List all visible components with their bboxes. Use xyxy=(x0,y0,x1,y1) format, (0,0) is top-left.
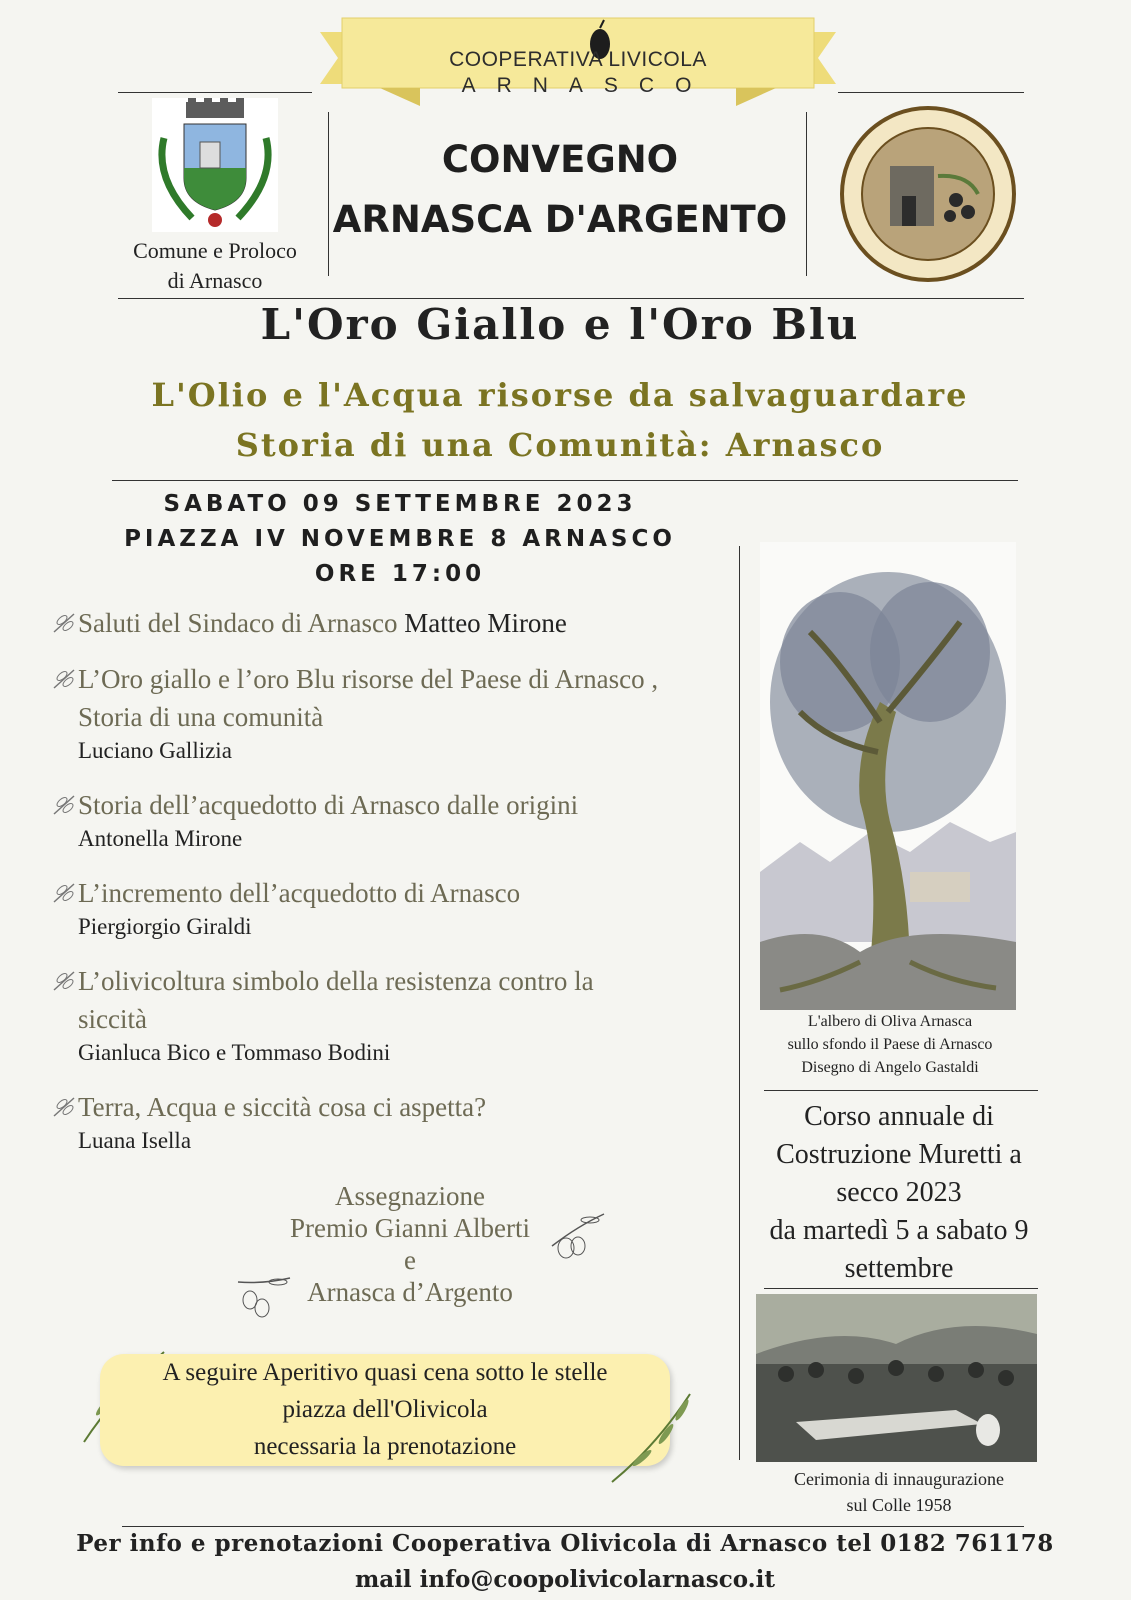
speaker-inline: Matteo Mirone xyxy=(404,608,567,638)
divider xyxy=(764,1288,1038,1289)
course-block: Corso annuale di Costruzione Muretti a secco 2023 da martedì 5 a sabato 9 settembre xyxy=(769,1101,1029,1284)
program-item: Saluti del Sindaco di Arnasco Matteo Mirone xyxy=(50,604,730,642)
divider xyxy=(764,1090,1038,1091)
divider xyxy=(118,298,1024,299)
divider xyxy=(806,112,807,276)
footer-info: Per info e prenotazioni Cooperativa Olivicola di Arnasco tel 0182 761178 xyxy=(76,1530,1054,1557)
olive-branch-icon xyxy=(50,878,78,906)
olive-branch-icon xyxy=(548,1206,608,1266)
speaker: Luciano Gallizia xyxy=(78,738,232,763)
olive-branch-icon xyxy=(50,1092,78,1120)
column-divider xyxy=(739,546,740,1460)
award-block: Assegnazione Premio Gianni Alberti e Arnasca d’Argento xyxy=(290,1181,530,1307)
program-item: L’Oro giallo e l’oro Blu risorse del Paese di Arnasco , Storia di una comunità Luciano Gallizia xyxy=(50,660,730,766)
olive-branch-icon xyxy=(234,1272,294,1332)
divider xyxy=(118,92,312,93)
subtitle-line2: Storia di una Comunità: Arnasco xyxy=(235,426,885,464)
olive-tree-drawing xyxy=(760,542,1016,1010)
program-item: L’olivicoltura simbolo della resistenza contro la siccità Gianluca Bico e Tommaso Bodini xyxy=(50,962,730,1068)
program-item: L’incremento dell’acquedotto di Arnasco Piergiorgio Giraldi xyxy=(50,874,730,942)
speaker: Luana Isella xyxy=(78,1128,192,1153)
arnasca-argento-title: ARNASCA D'ARGENTO xyxy=(332,198,788,241)
event-place: PIAZZA IV NOVEMBRE 8 ARNASCO xyxy=(124,526,676,552)
comune-label: Comune e Proloco di Arnasco xyxy=(133,238,297,293)
footer-mail: mail info@coopolivicolarnasco.it xyxy=(354,1566,776,1593)
olive-branch-icon xyxy=(50,790,78,818)
tree-caption: L'albero di Oliva Arnasca sullo sfondo il Paese di Arnasco Disegno di Angelo Gastaldi xyxy=(787,1013,993,1076)
olive-branch-icon xyxy=(50,966,78,994)
program-item: Storia dell’acquedotto di Arnasco dalle origini Antonella Mirone xyxy=(50,786,730,854)
photo-caption: Cerimonia di innaugurazione sul Colle 1958 xyxy=(794,1469,1004,1515)
olive-branch-icon xyxy=(606,1386,702,1486)
speaker: Piergiorgio Giraldi xyxy=(78,914,252,939)
subtitle-line1: L'Olio e l'Acqua risorse da salvaguardare xyxy=(151,376,969,414)
cooperativa-banner xyxy=(320,14,836,110)
divider xyxy=(112,480,1018,481)
amici-olivo-seal-icon xyxy=(838,104,1018,284)
program-item: Terra, Acqua e siccità cosa ci aspetta? Luana Isella xyxy=(50,1088,730,1156)
speaker: Antonella Mirone xyxy=(78,826,243,851)
event-date: SABATO 09 SETTEMBRE 2023 xyxy=(163,491,637,517)
event-time: ORE 17:00 xyxy=(314,561,486,587)
main-title: L'Oro Giallo e l'Oro Blu xyxy=(260,300,860,349)
speaker: Gianluca Bico e Tommaso Bodini xyxy=(78,1040,391,1065)
olive-branch-icon xyxy=(50,608,78,636)
divider xyxy=(838,92,1024,93)
banner-line1: COOPERATIVA LIVICOLA xyxy=(449,48,707,71)
olive-branch-icon xyxy=(50,664,78,692)
convegno-title: CONVEGNO xyxy=(441,138,679,181)
aperitivo-box: A seguire Aperitivo quasi cena sotto le stelle piazza dell'Olivicola necessaria la prenotazione xyxy=(100,1354,670,1466)
divider xyxy=(328,112,329,276)
ceremony-photo xyxy=(756,1294,1037,1462)
coat-of-arms-icon xyxy=(152,98,278,232)
divider xyxy=(122,1526,1024,1527)
banner-line2: ARNASCO xyxy=(461,74,713,97)
